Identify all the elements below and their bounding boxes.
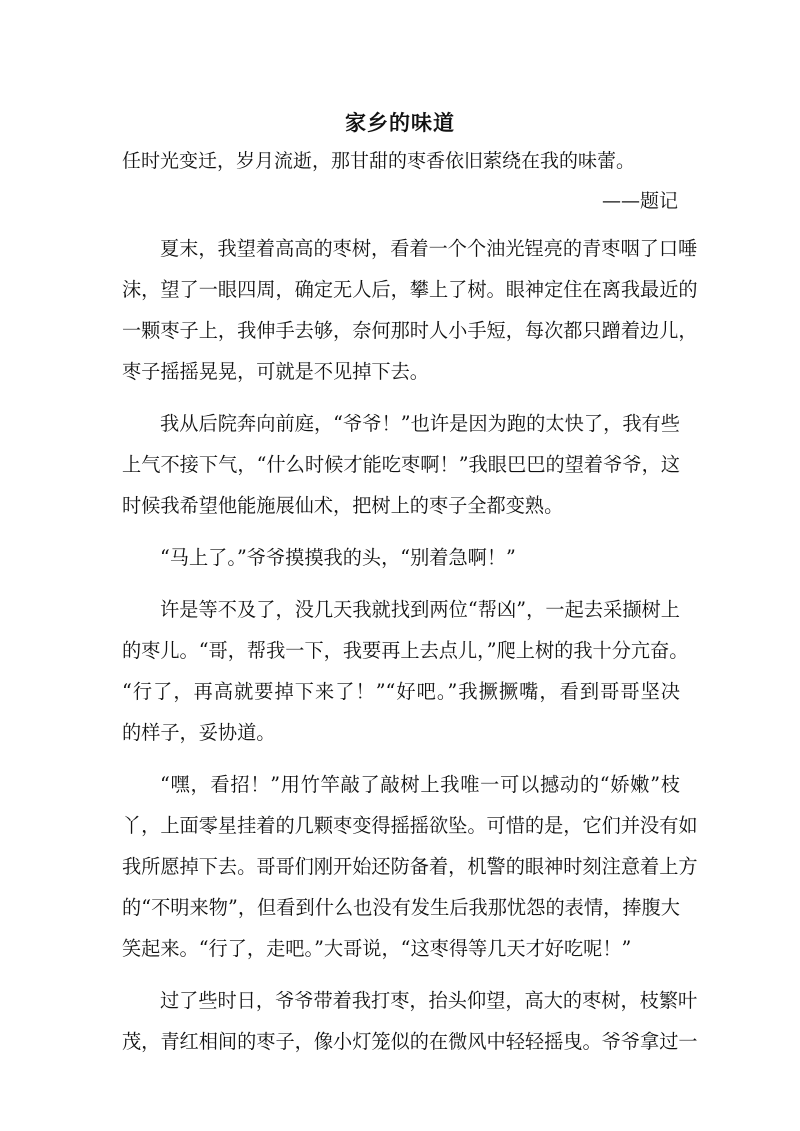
paragraph-line: 一颗枣子上，我伸手去够，奈何那时人小手短，每次都只蹭着边儿，: [122, 319, 698, 342]
paragraph: [122, 589, 689, 753]
paragraph-line: 丫，上面零星挂着的几颗枣变得摇摇欲坠。可惜的是，它们并没有如: [122, 814, 698, 837]
epigraph-signature: ——题记: [601, 190, 678, 212]
paragraph-line: 茂，青红相间的枣子，像小灯笼似的在微风中轻轻摇曳。爷爷拿过一: [122, 1030, 698, 1053]
essay-body: [122, 228, 698, 1073]
paragraph-line: 的枣儿。“哥，帮我一下，我要再上去点儿，”爬上树的我十分亢奋。: [122, 639, 689, 662]
paragraph: [122, 403, 680, 526]
paragraph: [122, 764, 698, 969]
paragraph-line: 上气不接下气，“什么时候才能吃枣啊！”我眼巴巴的望着爷爷，这: [122, 453, 680, 476]
paragraph-line: “嘿，看招！”用竹竿敲了敲树上我唯一可以撼动的“娇嫩”枝: [160, 773, 680, 796]
paragraph-line: 夏末，我望着高高的枣树，看着一个个油光锃亮的青枣咽了口唾: [160, 237, 698, 260]
paragraph-line: 时候我希望他能施展仙术，把树上的枣子全都变熟。: [122, 494, 564, 517]
paragraph-line: 我所愿掉下去。哥哥们刚开始还防备着，机警的眼神时刻注意着上方: [122, 855, 698, 878]
paragraph: [122, 228, 698, 392]
essay-title: 家乡的味道: [345, 111, 455, 135]
paragraph-line: 许是等不及了，没几天我就找到两位“帮凶”，一起去采撷树上: [160, 598, 680, 621]
paragraph-line: 过了些时日，爷爷带着我打枣，抬头仰望，高大的枣树，枝繁叶: [160, 989, 698, 1012]
paragraph-line: 枣子摇摇晃晃，可就是不见掉下去。: [122, 360, 429, 383]
paragraph-line: 的样子，妥协道。: [122, 721, 276, 744]
paragraph-line: 的“不明来物”，但看到什么也没有发生后我那忧怨的表情，捧腹大: [122, 896, 680, 919]
paragraph: [122, 980, 698, 1062]
epigraph: 任时光变迁，岁月流逝，那甘甜的枣香依旧萦绕在我的味蕾。: [122, 150, 636, 172]
paragraph-line: 沫，望了一眼四周，确定无人后，攀上了树。眼神定住在离我最近的: [122, 278, 698, 301]
paragraph: [122, 537, 680, 578]
paragraph-line: 我从后院奔向前庭，“爷爷！”也许是因为跑的太快了，我有些: [160, 412, 680, 435]
paragraph-line: 笑起来。“行了，走吧。”大哥说，“这枣得等几天才好吃呢！”: [122, 937, 632, 960]
paragraph-line: “马上了。”爷爷摸摸我的头，“别着急啊！”: [160, 546, 516, 569]
paragraph-line: “行了，再高就要掉下来了！”“好吧。”我撅撅嘴，看到哥哥坚决: [122, 680, 680, 703]
